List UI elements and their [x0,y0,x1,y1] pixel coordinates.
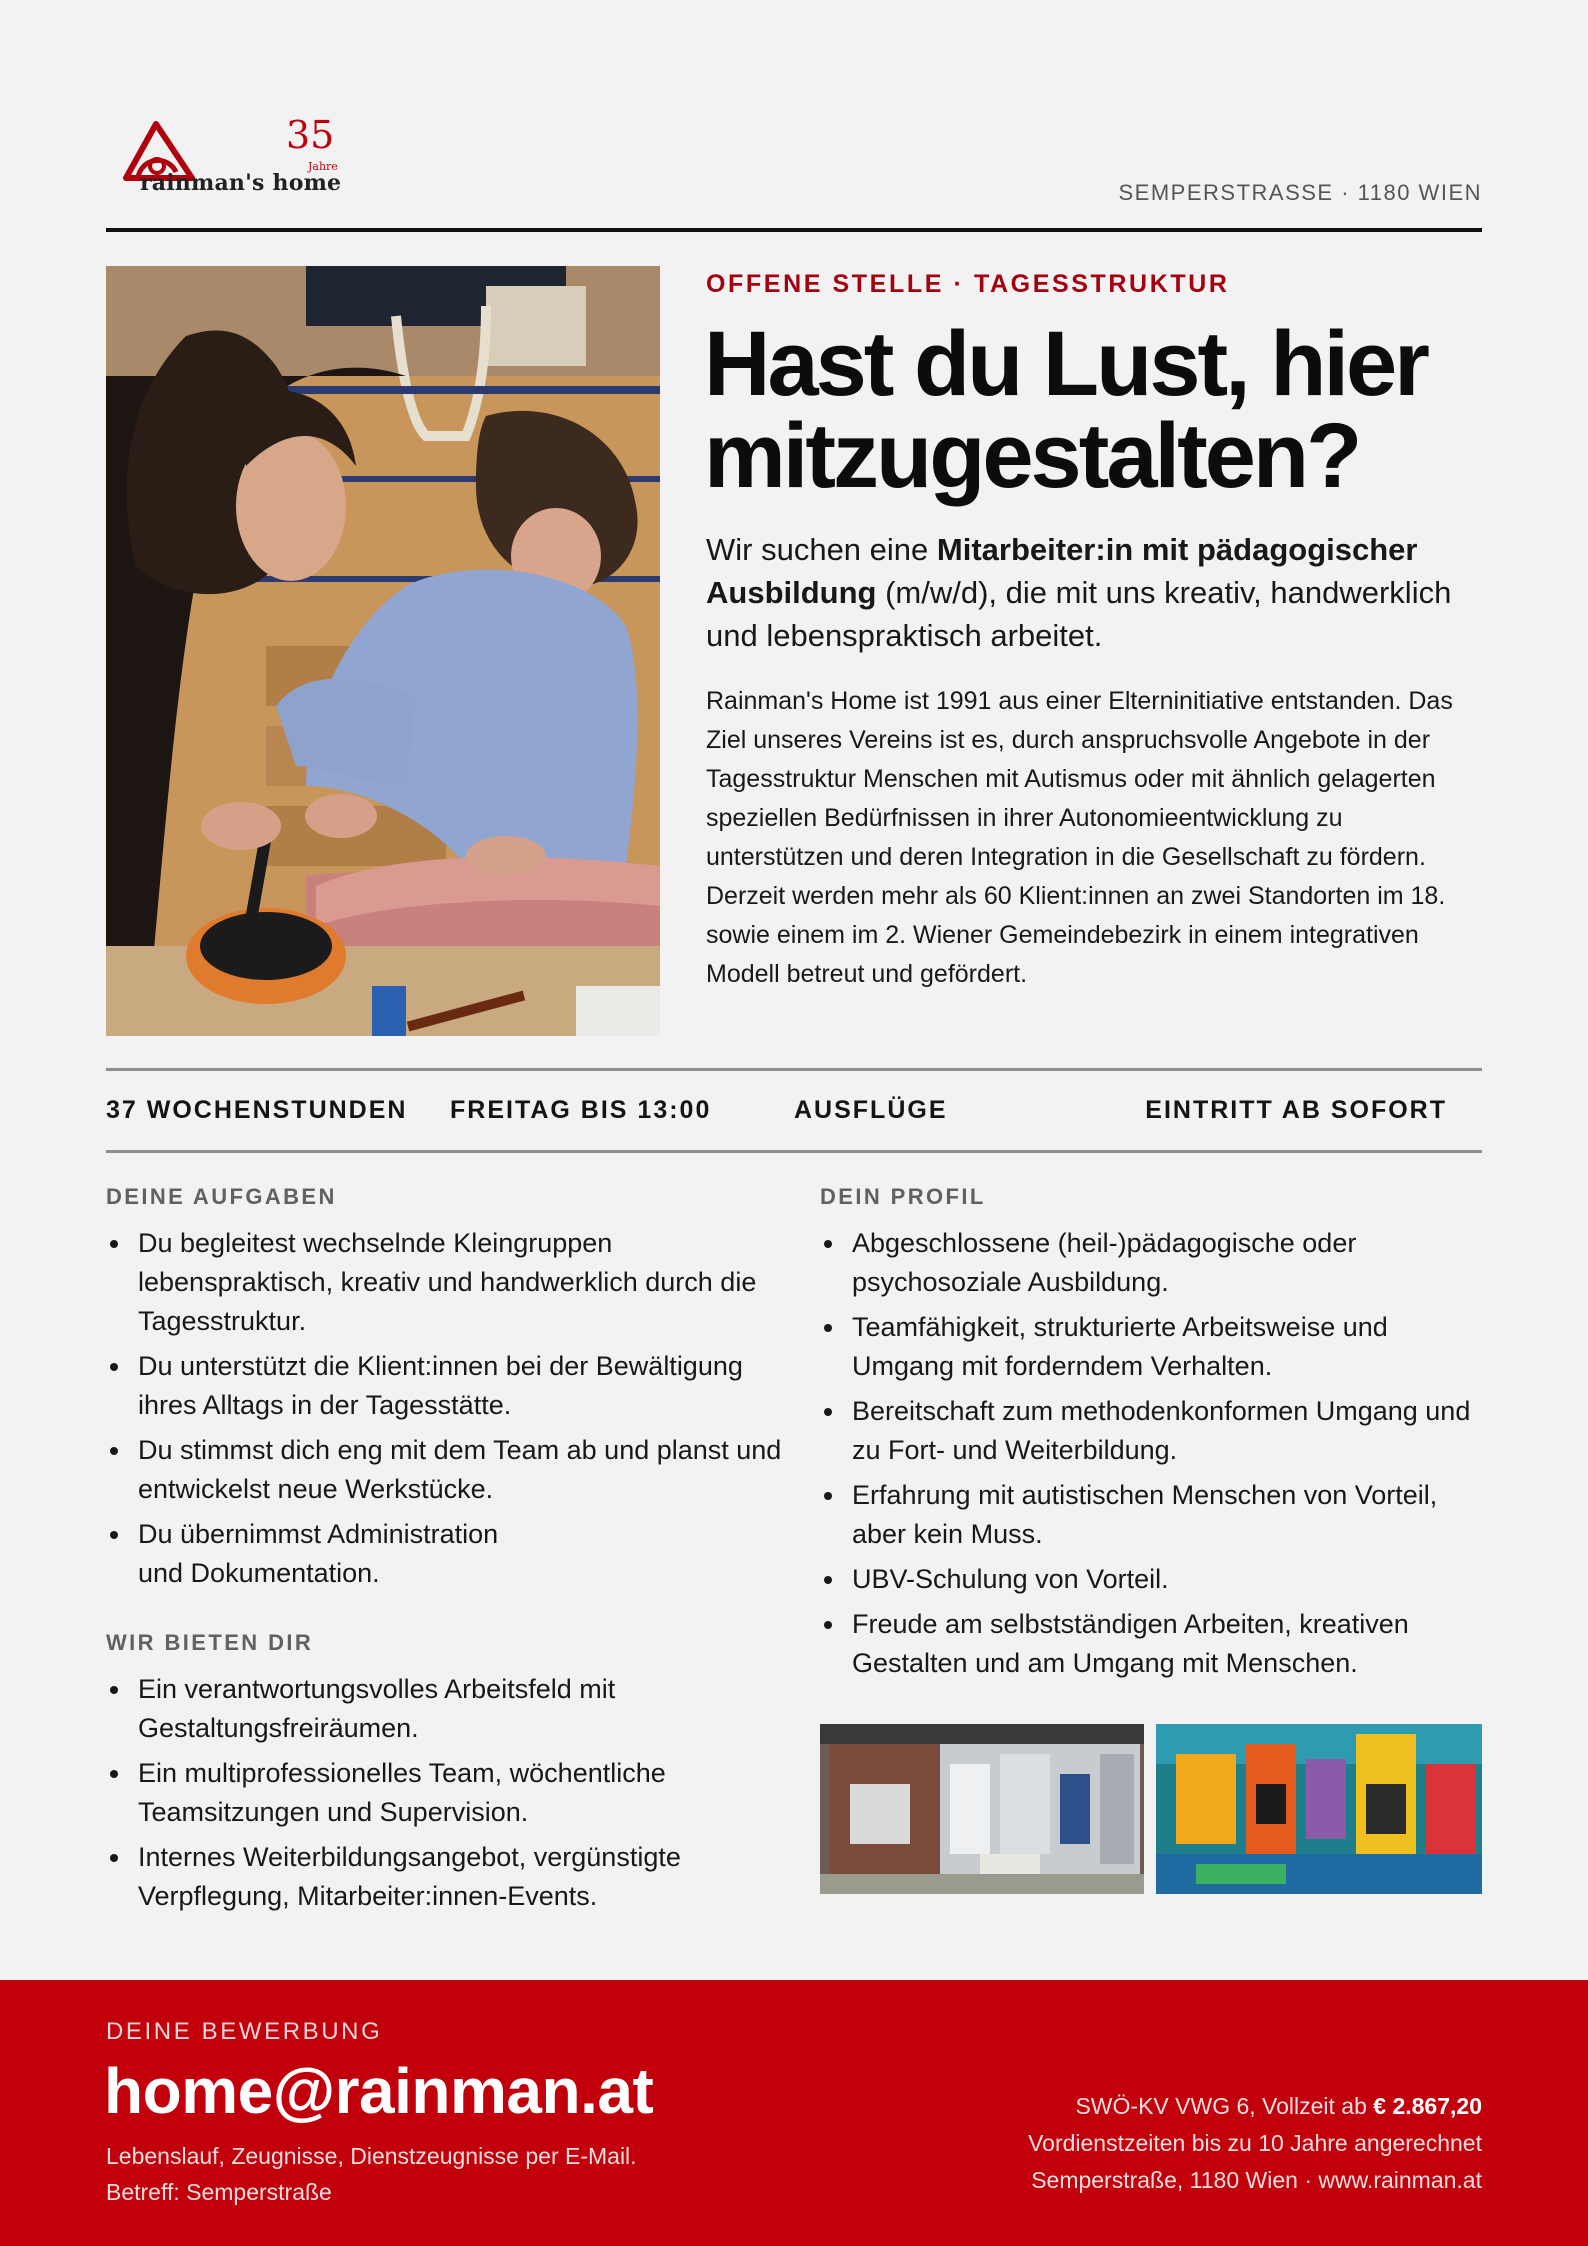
header-address: SEMPERSTRASSE · 1180 WIEN [1118,180,1482,205]
list-item: Erfahrung mit autistischen Menschen von Vorteil, aber kein Muss. [820,1476,1490,1554]
offer-heading: WIR BIETEN DIR [106,1630,314,1655]
application-instructions [106,2138,637,2210]
list-item: Ein multiprofessionelles Team, wöchentliche Teamsitzungen und Supervision. [106,1754,746,1832]
application-email-link[interactable]: home@rainman.at [104,2055,654,2127]
workshop-photo [106,266,660,1036]
anniversary-number: 35 [286,113,335,157]
tasks-heading: DEINE AUFGABEN [106,1184,337,1209]
footer-eyebrow: DEINE BEWERBUNG [106,2018,383,2045]
list-item: Internes Weiterbildungsangebot, vergünstigte Verpflegung, Mitarbeiter:innen-Events. [106,1838,746,1916]
logo-wordmark: rainman's home [140,170,342,196]
offer-list [106,1670,746,1922]
list-item: Ein verantwortungsvolles Arbeitsfeld mit Gestaltungsfreiräumen. [106,1670,746,1748]
facts-divider-top [106,1068,1482,1071]
lead-position: Mitarbeiter:in mit pädagogischer Ausbildung [706,532,1418,610]
list-item: Teamfähigkeit, strukturierte Arbeitsweise und Umgang mit forderndem Verhalten. [820,1308,1490,1386]
list-item: Abgeschlossene (heil-)pädagogische oder psychosoziale Ausbildung. [820,1224,1490,1302]
profile-list [820,1224,1490,1689]
facts-divider-bottom [106,1150,1482,1153]
list-item: Du begleitest wechselnde Kleingruppen lebenspraktisch, kreativ und handwerklich durch die Tagesstruktur. [106,1224,790,1341]
lead-prefix: Wir suchen eine [706,532,937,567]
painting-photo [1156,1724,1482,1894]
organisation-description: Rainman's Home ist 1991 aus einer Elterninitiative entstanden. Das Ziel unseres Vereins ist es, durch anspruchsvolle Angebote in der Tagesstruktur Menschen mit Autismus oder mit ähnlich gelagerten speziellen Bedürfnissen in ihrer Autonomieentwicklung zu unterstützen und deren Integration in die Gesellschaft zu fördern. Derzeit werden mehr als 60 Klient:innen an zwei Standorten im 18. sowie einem im 2. Wiener Gemeindebezirk in einem integrativen Modell betreut und gefördert. [706,687,1453,988]
list-item: UBV-Schulung von Vorteil. [820,1560,1490,1599]
fact-trips: AUSFLÜGE [794,1096,948,1124]
list-item: Du übernimmst Administration und Dokumentation. [106,1515,536,1593]
list-item: Freude am selbstständigen Arbeiten, kreativen Gestalten und am Umgang mit Menschen. [820,1605,1490,1683]
salary-value: € 2.867,20 [1373,2093,1482,2119]
lead-suffix: (m/w/d), die mit uns kreativ, handwerklich und lebenspraktisch arbeitet. [706,575,1452,653]
location-line: Semperstraße, 1180 Wien · www.rainman.at [1031,2167,1482,2193]
header-divider [106,228,1482,232]
list-item: Du unterstützt die Klient:innen bei der Bewältigung ihres Alltags in der Tagesstätte. [106,1347,790,1425]
fact-start: EINTRITT AB SOFORT [1145,1096,1447,1124]
shop-window-photo [820,1724,1144,1894]
page-title [704,313,1494,507]
application-subject: Betreff: Semperstraße [106,2179,332,2205]
headline-line-2: mitzugestalten? [704,405,1360,507]
fact-friday: FREITAG BIS 13:00 [450,1096,712,1124]
fact-hours: 37 WOCHENSTUNDEN [106,1096,408,1124]
credit-line: Vordienstzeiten bis zu 10 Jahre angerechnet [1028,2130,1482,2156]
profile-heading: DEIN PROFIL [820,1184,986,1209]
list-item: Bereitschaft zum methodenkonformen Umgang und zu Fort- und Weiterbildung. [820,1392,1490,1470]
tasks-list [106,1224,790,1599]
workshop-photo-illustration [106,266,660,1036]
application-documents: Lebenslauf, Zeugnisse, Dienstzeugnisse per E-Mail. [106,2143,637,2169]
salary-info [1028,2088,1482,2199]
painting-illustration [1156,1724,1482,1894]
anniversary-label: Jahre [308,160,338,173]
list-item: Du stimmst dich eng mit dem Team ab und planst und entwickelst neue Werkstücke. [106,1431,790,1509]
shop-window-illustration [820,1724,1144,1894]
salary-line [1028,2088,1482,2125]
job-category-eyebrow: OFFENE STELLE · TAGESSTRUKTUR [706,270,1230,298]
salary-label: SWÖ-KV VWG 6, Vollzeit ab [1075,2093,1374,2119]
application-footer [0,1980,1588,2246]
lead-paragraph [706,528,1486,657]
headline-line-1: Hast du Lust, hier [704,313,1427,415]
